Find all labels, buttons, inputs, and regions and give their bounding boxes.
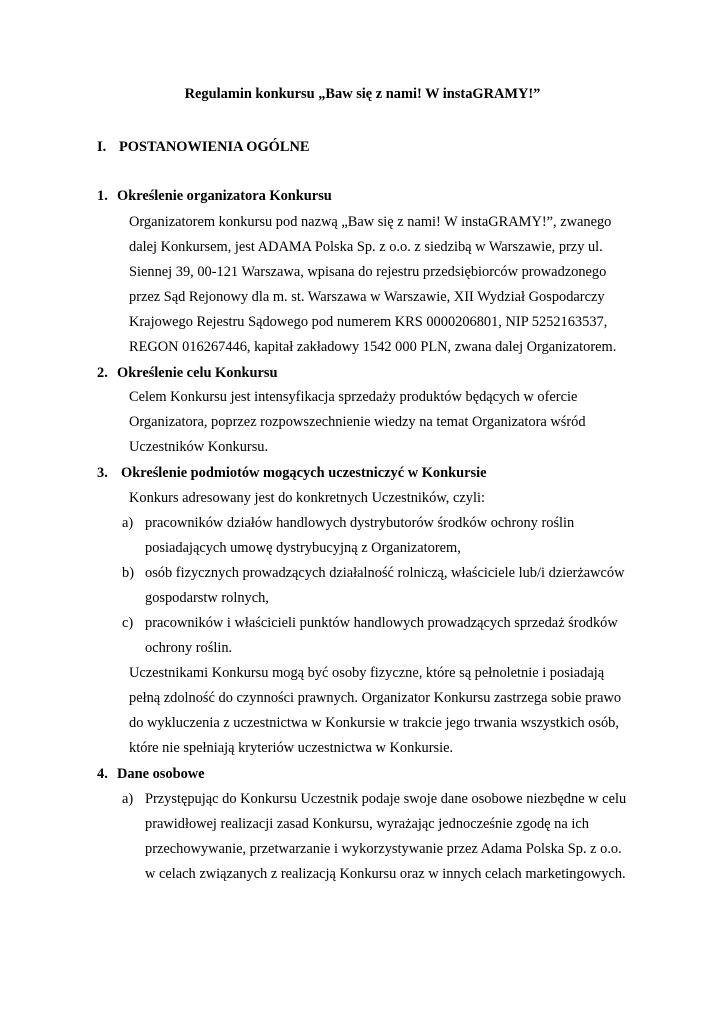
- paragraph-line: pełną zdolność do czynności prawnych. Organizator Konkursu zastrzega sobie prawo: [129, 690, 622, 706]
- paragraph-line: przez Sąd Rejonowy dla m. st. Warszawa w Warszawie, XII Wydział Gospodarczy: [129, 289, 605, 305]
- sub-item-line: gospodarstw rolnych,: [145, 590, 269, 606]
- paragraph-line: REGON 016267446, kapitał zakładowy 1542 000 PLN, zwana dalej Organizatorem.: [129, 339, 617, 355]
- section-title: POSTANOWIENIA OGÓLNE: [119, 139, 310, 155]
- paragraph-line: Uczestników Konkursu.: [129, 439, 269, 455]
- item-heading: Określenie celu Konkursu: [117, 365, 278, 381]
- sub-item-line: pracowników i właścicieli punktów handlowych prowadzących sprzedaż środków: [145, 615, 618, 631]
- item-number: 2.: [97, 365, 108, 381]
- paragraph-line: Krajowego Rejestru Sądowego pod numerem KRS 0000206801, NIP 5252163537,: [129, 314, 608, 330]
- item-number: 3.: [97, 465, 108, 481]
- sub-item-letter: a): [122, 791, 134, 807]
- item-heading: Dane osobowe: [117, 766, 205, 782]
- sub-item-line: w celach związanych z realizacją Konkursu oraz w innych celach marketingowych.: [145, 866, 626, 882]
- paragraph-line: które nie spełniają kryteriów uczestnictwa w Konkursie.: [129, 740, 454, 756]
- item-number: 4.: [97, 766, 108, 782]
- sub-item-line: pracowników działów handlowych dystrybutorów środków ochrony roślin: [145, 515, 575, 531]
- sub-item-letter: c): [122, 615, 134, 631]
- paragraph-line: Konkurs adresowany jest do konkretnych Uczestników, czyli:: [129, 490, 485, 506]
- paragraph-line: Organizatorem konkursu pod nazwą „Baw się z nami! W instaGRAMY!”, zwanego: [129, 214, 612, 230]
- sub-item-line: prawidłowej realizacji zasad Konkursu, wyrażając jednocześnie zgodę na ich: [145, 816, 589, 832]
- section-number: I.: [97, 139, 107, 155]
- item-heading: Określenie organizatora Konkursu: [117, 188, 332, 204]
- sub-item-letter: b): [122, 565, 134, 581]
- document-title: Regulamin konkursu „Baw się z nami! W instaGRAMY!”: [184, 86, 541, 102]
- paragraph-line: dalej Konkursem, jest ADAMA Polska Sp. z o.o. z siedzibą w Warszawie, przy ul.: [129, 239, 603, 255]
- paragraph-line: Organizatora, poprzez rozpowszechnienie wiedzy na temat Organizatora wśród: [129, 414, 586, 430]
- paragraph-line: Uczestnikami Konkursu mogą być osoby fizyczne, które są pełnoletnie i posiadają: [129, 665, 605, 681]
- sub-item-letter: a): [122, 515, 134, 531]
- sub-item-line: posiadających umowę dystrybucyjną z Organizatorem,: [145, 540, 461, 556]
- paragraph-line: Siennej 39, 00-121 Warszawa, wpisana do rejestru przedsiębiorców prowadzonego: [129, 264, 607, 280]
- sub-item-line: osób fizycznych prowadzących działalność rolniczą, właściciele lub/i dzierżawców: [145, 565, 625, 581]
- sub-item-line: przechowywanie, przetwarzanie i wykorzystywanie przez Adama Polska Sp. z o.o.: [145, 841, 622, 857]
- sub-item-line: Przystępując do Konkursu Uczestnik podaje swoje dane osobowe niezbędne w celu: [145, 791, 627, 807]
- item-number: 1.: [97, 188, 108, 204]
- item-heading: Określenie podmiotów mogących uczestniczyć w Konkursie: [121, 465, 487, 481]
- sub-item-line: ochrony roślin.: [145, 640, 233, 656]
- paragraph-line: do wykluczenia z uczestnictwa w Konkursie w trakcie jego trwania wszystkich osób,: [129, 715, 619, 731]
- paragraph-line: Celem Konkursu jest intensyfikacja sprzedaży produktów będących w ofercie: [129, 389, 578, 405]
